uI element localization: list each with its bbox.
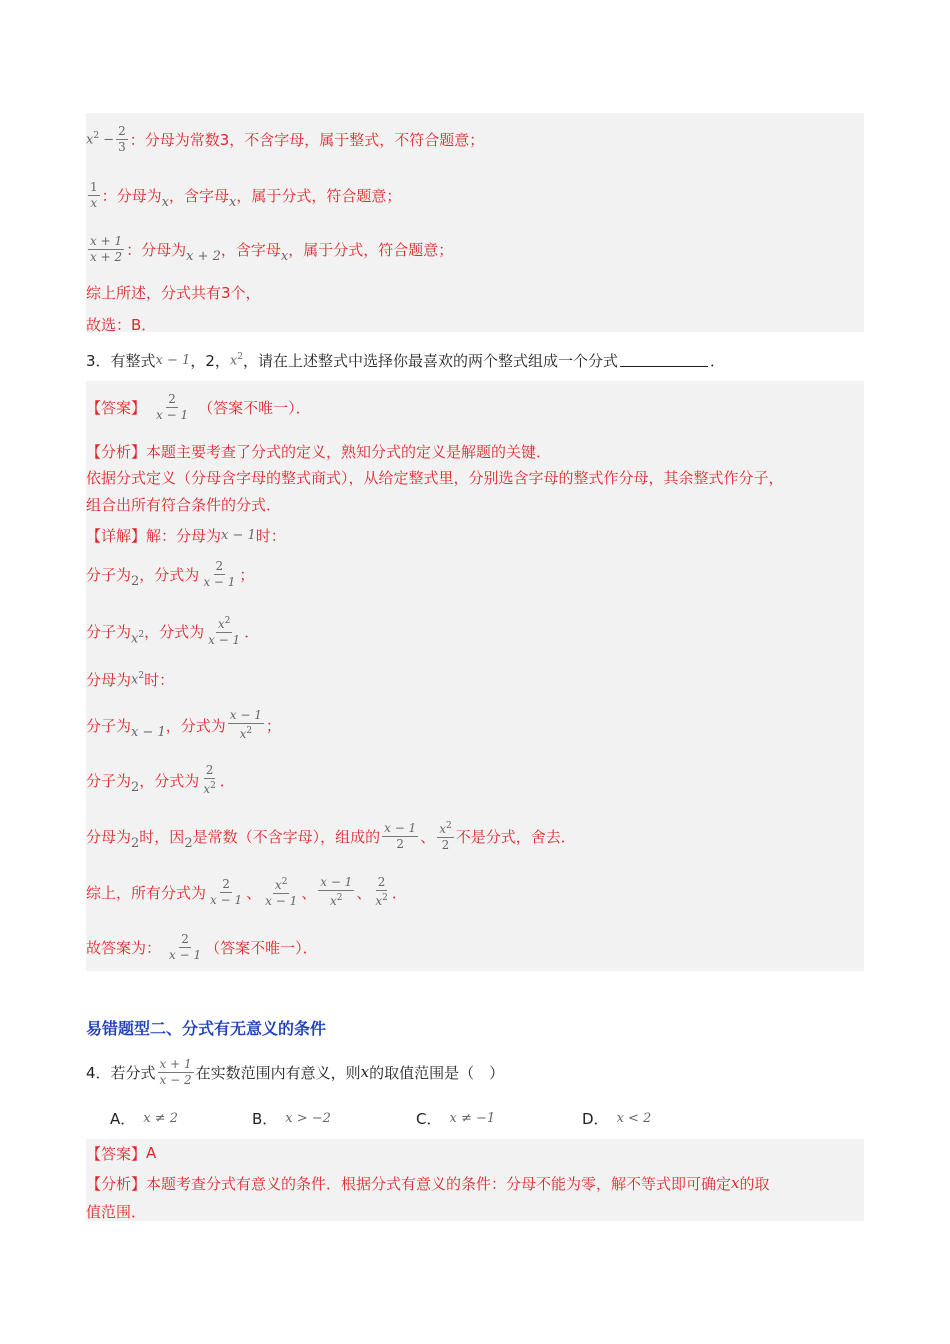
option-b[interactable]: B． x > −2 bbox=[252, 1109, 331, 1128]
box2-detail: 【详解】 解：分母为 x − 1 时： bbox=[86, 526, 286, 545]
box2-analysis: 【分析】 本题主要考查了分式的定义，熟知分式的定义是解题的关键． bbox=[86, 442, 552, 461]
box2-analysis-3: 组合出所有符合条件的分式． bbox=[86, 495, 282, 514]
expr-x-squared: $x^2$ − bbox=[86, 130, 115, 148]
denominator-2: 分母为 2 时，因 2 是常数（不含字母），组成的 $\frac{x - 1}{2}$ 、 $\frac{x^2}{2}$ 不是分式，舍去． bbox=[86, 820, 576, 852]
box1-line-5: 故选：B． bbox=[86, 315, 157, 334]
box1-line-3: $\frac{x + 1}{x + 2}$ ：分母为 x + 2 ，含字母 x ，属于分式，符合题意； bbox=[90, 233, 454, 264]
fraction-2-3: $\frac{2}{3}$ bbox=[118, 123, 126, 154]
option-c[interactable]: C． x ≠ −1 bbox=[416, 1109, 496, 1128]
box3-analysis-2: 值范围． bbox=[86, 1202, 147, 1221]
fraction-1-x: $\frac{1}{x}$ bbox=[90, 179, 98, 210]
option-d[interactable]: D． x < 2 bbox=[582, 1109, 652, 1128]
final-answer: 故答案为： $\frac{2}{x - 1}$ （答案不唯一）． bbox=[86, 931, 318, 962]
question-3: 3．有整式 x − 1 ，2， $x^2$ ，请在上述整式中选择你最喜欢的两个整式组成一个分式 ． bbox=[86, 351, 725, 370]
case-1: 分子为 2 ，分式为 $\frac{2}{x - 1}$ ； bbox=[86, 558, 255, 589]
box3-analysis: 【分析】 本题考查分式有意义的条件．根据分式有意义的条件：分母不能为零，解不等式即可确定 x 的取 bbox=[86, 1174, 770, 1193]
box1-line-2: $\frac{1}{x}$ ：分母为 x ，含字母 x ，属于分式，符合题意； bbox=[90, 179, 402, 210]
section-title: 易错题型二、分式有无意义的条件 bbox=[86, 1018, 327, 1038]
solution-box-1 bbox=[86, 113, 864, 332]
solution-box-3 bbox=[86, 1139, 864, 1221]
case-3: 分子为 x − 1 ，分式为 $\frac{x - 1}{x^2}$ ； bbox=[86, 708, 281, 741]
box1-line-1: $x^2$ − $\frac{2}{3}$ ：分母为常数3，不含字母，属于整式，不符合题意； bbox=[86, 123, 485, 154]
case-4: 分子为 2 ，分式为 $\frac{2}{x^2}$ ． bbox=[86, 763, 235, 796]
box2-analysis-2: 依据分式定义（分母含字母的整式商式），从给定整式里，分别选含字母的整式作分母，其余整式作分子， bbox=[86, 468, 784, 487]
fraction-x1-x2: $\frac{x + 1}{x + 2}$ bbox=[90, 233, 123, 264]
solution-box-2 bbox=[86, 381, 864, 971]
box1-line-4: 综上所述，分式共有3个， bbox=[86, 283, 261, 302]
box2-answer: 【答案】 $\frac{2}{x - 1}$ （答案不唯一）． bbox=[86, 391, 311, 422]
denominator-x2: 分母为 $x^2$ 时： bbox=[86, 670, 175, 689]
case-2: 分子为 $x^2$ ，分式为 $\frac{x^2}{x - 1}$ ． bbox=[86, 616, 260, 647]
option-a[interactable]: A． x ≠ 2 bbox=[110, 1109, 179, 1128]
summary: 综上，所有分式为 $\frac{2}{x - 1}$ 、 $\frac{x^2}{x - 1}$ 、 $\frac{x - 1}{x^2}$ 、 $\frac{2}{x^2}$ ． bbox=[86, 875, 407, 908]
answer-blank bbox=[620, 354, 708, 367]
box3-answer: 【答案】 A bbox=[86, 1144, 157, 1163]
question-4: 4．若分式 $\frac{x + 1}{x - 2}$ 在实数范围内有意义，则 x 的取值范围是（ ） bbox=[86, 1056, 505, 1087]
